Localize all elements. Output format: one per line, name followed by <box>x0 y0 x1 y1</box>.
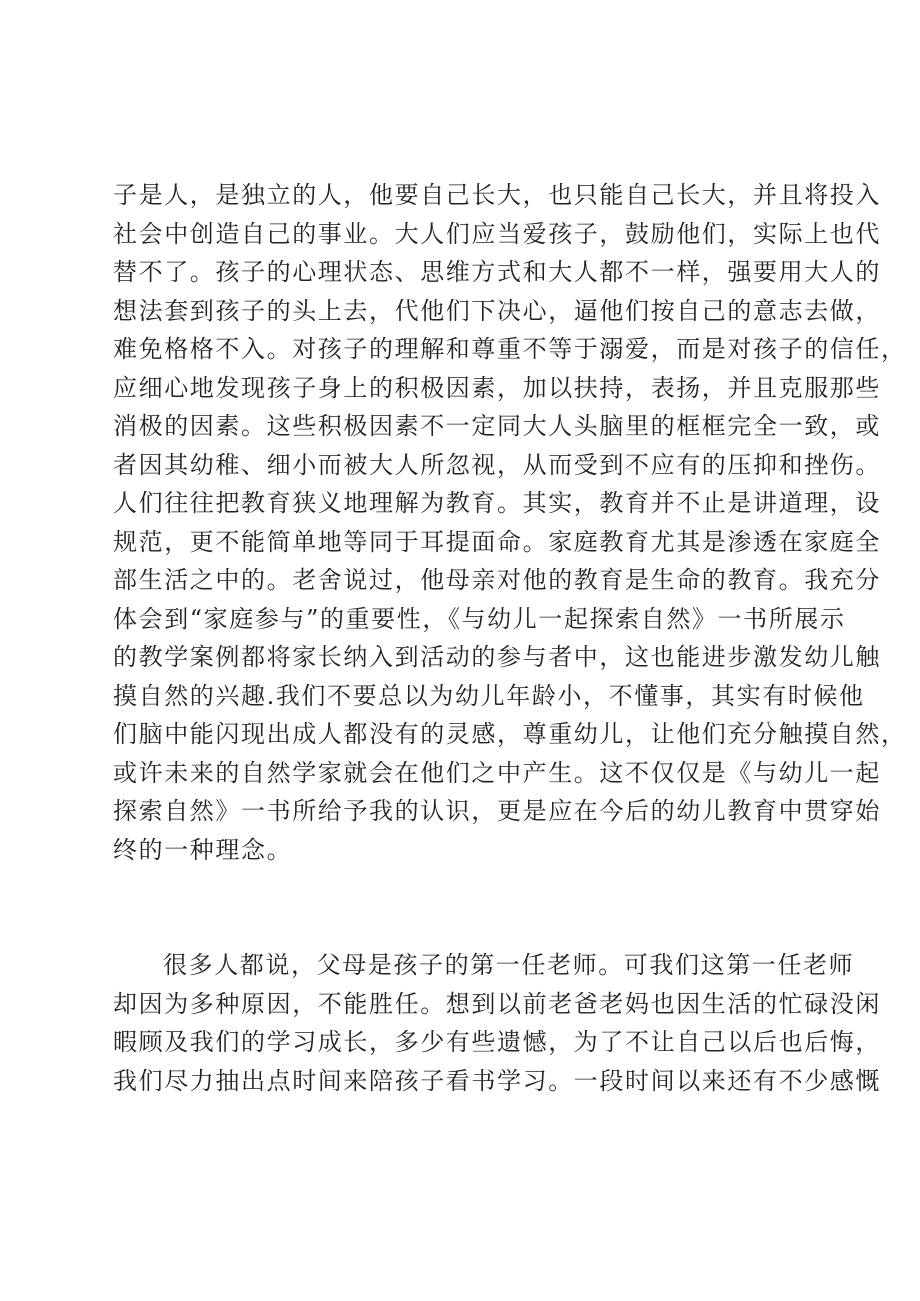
text-line: 们脑中能闪现出成人都没有的灵感，尊重幼儿，让他们充分触摸自然， <box>113 720 907 748</box>
text-line: 规范，更不能简单地等同于耳提面命。家庭教育尤其是渗透在家庭全 <box>113 527 881 556</box>
text-line: 者因其幼稚、细小而被大人所忽视，从而受到不应有的压抑和挫伤。 <box>113 450 881 479</box>
text-line: 替不了。孩子的心理状态、思维方式和大人都不一样，强要用大人的 <box>113 258 881 286</box>
text-line: 却因为多种原因，不能胜任。想到以前老爸老妈也因生活的忙碌没闲 <box>113 989 881 1018</box>
paragraph-1 <box>113 176 907 869</box>
text-line: 我们尽力抽出点时间来陪孩子看书学习。一段时间以来还有不少感慨 <box>113 1066 881 1095</box>
text-line: 摸自然的兴趣.我们不要总以为幼儿年龄小，不懂事，其实有时候他 <box>113 681 865 710</box>
text-line: 难免格格不入。对孩子的理解和尊重不等于溺爱，而是对孩子的信任， <box>113 335 907 363</box>
text-line: 体会到“家庭参与”的重要性，《与幼儿一起探索自然》一书所展示 <box>113 604 846 633</box>
text-line: 消极的因素。这些积极因素不一定同大人头脑里的框框完全一致，或 <box>113 412 881 440</box>
text-line: 或许未来的自然学家就会在他们之中产生。这不仅仅是《与幼儿一起 <box>113 758 881 787</box>
text-line: 很多人都说，父母是孩子的第一任老师。可我们这第一任老师 <box>163 951 855 979</box>
text-line: 想法套到孩子的头上去，代他们下决心，逼他们按自己的意志去做， <box>113 296 881 325</box>
text-line: 部生活之中的。老舍说过，他母亲对他的教育是生命的教育。我充分 <box>113 566 881 594</box>
text-line: 应细心地发现孩子身上的积极因素，加以扶持，表扬，并且克服那些 <box>113 373 881 402</box>
paragraph-2 <box>113 946 881 1100</box>
text-line: 人们往往把教育狭义地理解为教育。其实，教育并不止是讲道理，设 <box>113 489 881 517</box>
text-line: 探索自然》一书所给予我的认识，更是应在今后的幼儿教育中贯穿始 <box>113 797 881 825</box>
text-line: 子是人，是独立的人，他要自己长大，也只能自己长大，并且将投入 <box>113 181 881 209</box>
text-line: 社会中创造自己的事业。大人们应当爱孩子，鼓励他们，实际上也代 <box>113 219 881 248</box>
text-line: 暇顾及我们的学习成长，多少有些遗憾，为了不让自己以后也后悔， <box>113 1028 881 1056</box>
text-line: 终的一种理念。 <box>113 835 293 864</box>
text-line: 的教学案例都将家长纳入到活动的参与者中，这也能进步激发幼儿触 <box>113 643 881 671</box>
